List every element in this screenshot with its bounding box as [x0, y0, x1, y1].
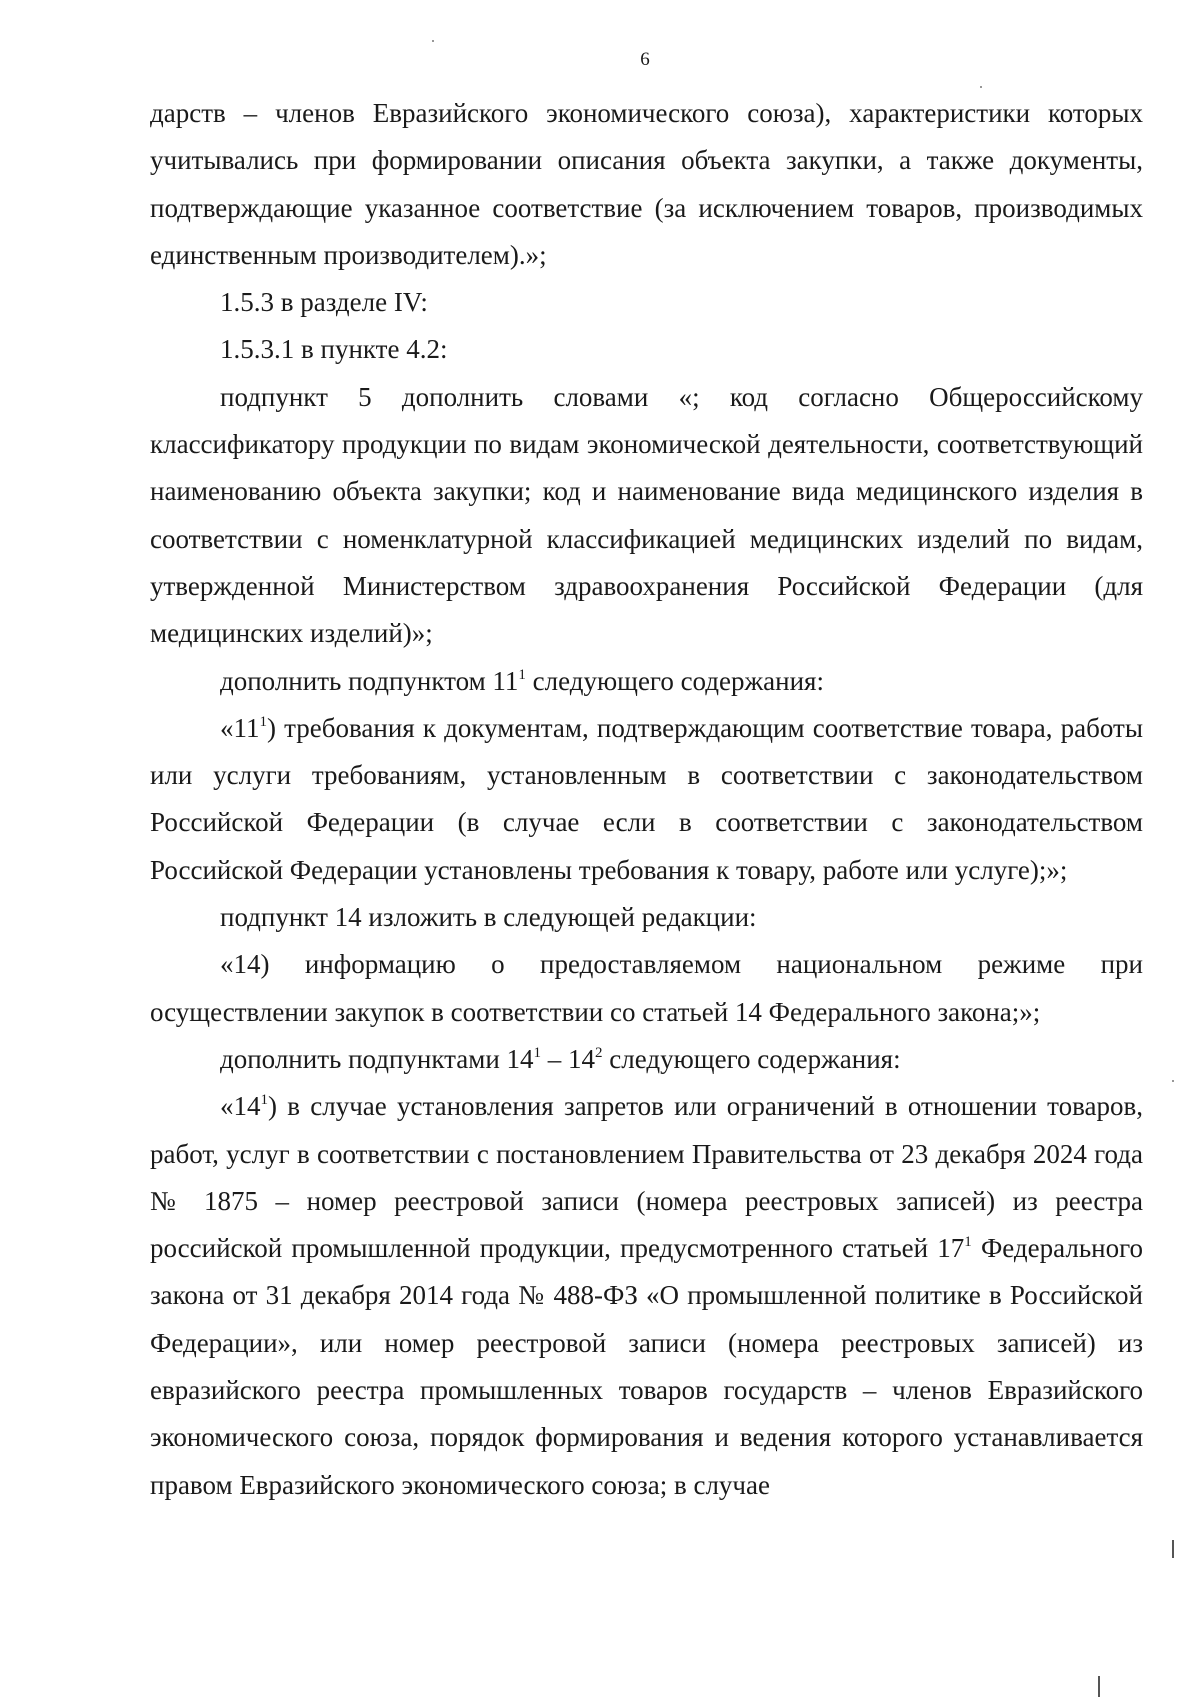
- superscript-index: 1: [518, 666, 526, 683]
- scan-speck: [432, 40, 434, 42]
- superscript-index: 1: [964, 1234, 972, 1251]
- paragraph: [150, 1036, 1143, 1083]
- paragraph-text: Федерального закона от 31 декабря 2014 года № 488-ФЗ «О промышленной политике в Российской Федерации», или номер реестровой записи (номера реестровых записей) из евразийского реестра промышленных товаров государств – членов Евразийского экономического союза, порядок формирования и ведения которого устанавливается правом Евразийского экономического союза; в случае: [150, 1233, 1143, 1500]
- paragraph-text: следующего содержания:: [602, 1043, 901, 1074]
- paragraph: [150, 1083, 1143, 1509]
- paragraph-text: ) требования к документам, подтверждающим соответствие товара, работы или услуги требованиям, установленным в соответствии с законодательством Российской Федерации (в случае если в соответствии с законодательством Российской Федерации установлены требования к товару, работе или услуге);»;: [150, 712, 1143, 885]
- paragraph-text: «14: [220, 1091, 261, 1122]
- paragraph-text: ) в случае установления запретов или ограничений в отношении товаров, работ, услуг в соответствии с постановлением Правительства от 23 декабря 2024 года № 1875 – номер реестровой записи (номера реестровых записей) из реестра российской промышленной продукции, предусмотренного статьей 17: [150, 1091, 1143, 1264]
- paragraph: [150, 941, 1143, 1036]
- paragraph-text: подпункт 5 дополнить словами «; код согласно Общероссийскому классификатору продукции по видам экономической деятельности, соответствующий наименованию объекта закупки; код и наименование вида медицинского изделия в соответствии с номенклатурной классификацией медицинских изделий по видам, утвержденной Министерством здравоохранения Российской Федерации (для медицинских изделий)»;: [150, 381, 1143, 649]
- superscript-index: 2: [595, 1044, 603, 1061]
- paragraph-text: – 14: [541, 1043, 596, 1074]
- paragraph-text: дополнить подпунктами 14: [220, 1043, 534, 1074]
- paragraph: [150, 894, 1143, 941]
- scan-crop-mark: [1172, 1540, 1174, 1558]
- paragraph: [150, 705, 1143, 894]
- paragraph: [150, 90, 1143, 279]
- paragraph-text: «14) информацию о предоставляемом национальном режиме при осуществлении закупок в соответствии со статьей 14 Федерального закона;»;: [150, 949, 1143, 1027]
- paragraph: [150, 326, 1143, 373]
- paragraph-text: дополнить подпунктом 11: [220, 665, 519, 696]
- document-body: [150, 90, 1143, 1509]
- paragraph-text: «11: [220, 712, 260, 743]
- paragraph: [150, 374, 1143, 658]
- page-number: 6: [640, 49, 650, 70]
- scan-crop-mark: [1098, 1676, 1100, 1697]
- paragraph-text: следующего содержания:: [525, 665, 824, 696]
- scan-speck: [980, 86, 982, 88]
- superscript-index: 1: [259, 713, 267, 730]
- superscript-index: 1: [260, 1092, 268, 1109]
- paragraph: [150, 279, 1143, 326]
- paragraph-text: подпункт 14 изложить в следующей редакции:: [220, 902, 757, 933]
- paragraph-text: дарств – членов Евразийского экономического союза), характеристики которых учитывались при формировании описания объекта закупки, а также документы, подтверждающие указанное соответствие (за исключением товаров, производимых единственным производителем).»;: [150, 98, 1143, 270]
- paragraph-text: 1.5.3 в разделе IV:: [220, 287, 428, 318]
- paragraph: [150, 658, 1143, 705]
- paragraph-text: 1.5.3.1 в пункте 4.2:: [220, 334, 448, 365]
- superscript-index: 1: [533, 1044, 542, 1061]
- scan-speck: [1172, 1080, 1174, 1082]
